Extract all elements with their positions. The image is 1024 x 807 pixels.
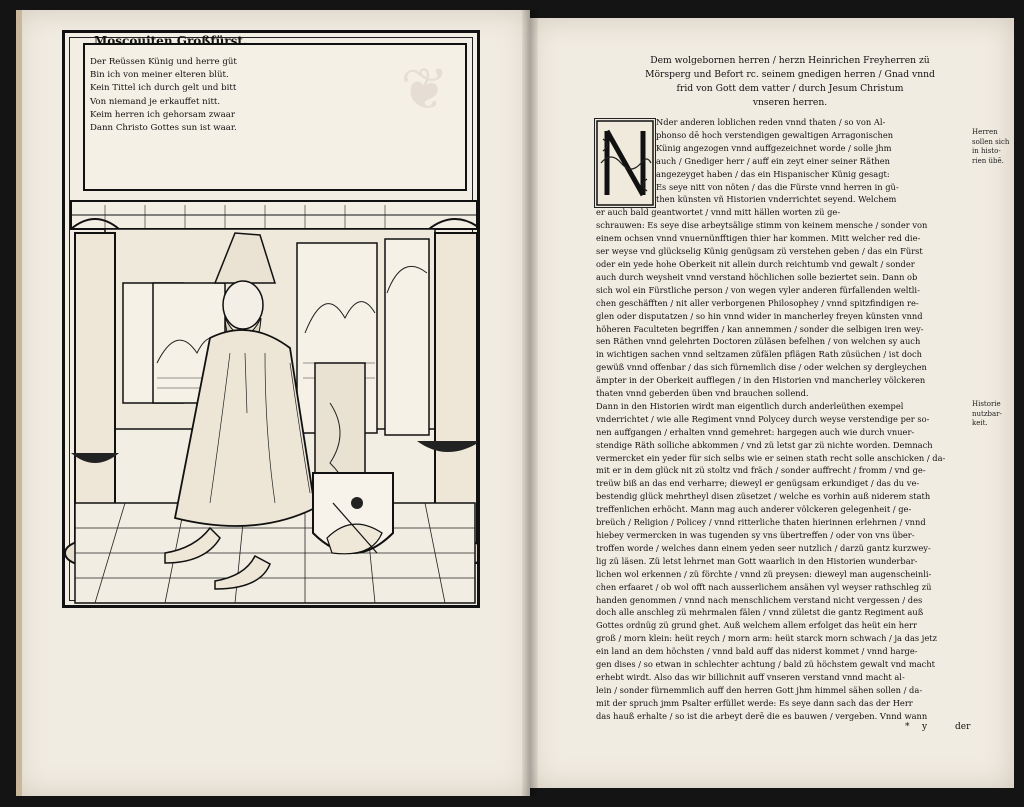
body-line: sich wol ein Fürstliche person / von wegen vyler anderen fürfallenden weltli- <box>596 284 920 295</box>
verse-line: Bin ich von meiner elteren blüt. <box>90 70 229 81</box>
body-line: handen genommen / vnnd nach menschlichem verstand nicht vergessen / des <box>596 594 923 605</box>
body-line: auch durch weysheit vnnd verstand höchlichen solle beziertet sein. Dann ob <box>596 271 918 282</box>
margin-note-line: in histo- <box>972 147 1001 156</box>
body-line: sen Räthen vnnd gelehrten Doctoren züläsen befelhen / von welchen sy auch <box>596 336 921 347</box>
signature-letter: y <box>922 722 928 732</box>
body-line: glen oder disputatzen / so hin vnnd wider in mancherley freyen künsten vnnd <box>596 310 923 321</box>
body-line: lichen wol erkennen / zü förchte / vnnd zü preysen: dieweyl man augenscheinli- <box>596 568 932 579</box>
header-line: vnseren herren. <box>752 97 828 108</box>
body-line: nen auffgangen / erhalten vnnd gemehret: hargegen auch wie durch vnuer- <box>596 426 915 437</box>
body-line: mit der spruch jmm Psalter erfüllet werde: Es seye dann sach das der Herr <box>596 697 913 708</box>
verse-line: Von niemand je erkauffet nitt. <box>90 96 221 107</box>
margin-note-line: sollen sich <box>972 137 1010 146</box>
body-line: einem ochsen vnnd vnuernünfftigen thier har kommen. Mitt welcher red die- <box>596 233 921 244</box>
margin-note-line: rien übē. <box>972 156 1004 165</box>
margin-note-history <box>972 400 1002 429</box>
body-line: phonso dē hoch verstendigen gewaltigen Arragonischen <box>656 129 894 140</box>
body-line: schrauwen: Es seye dise arbeytsälige stimm von keinem mensche / sonder von <box>596 220 928 231</box>
verse-line: Der Reüssen Künig und herre güt <box>90 57 237 67</box>
header-line: frid von Gott dem vatter / durch Jesum Christum <box>676 83 904 94</box>
body-line: gen dises / so etwan in schlechter achtung / bald zü höchstem gewalt vnd macht <box>596 659 936 670</box>
body-line: das hauß erhalte / so ist die arbeyt derē die es bauwen / vergeben. Vnnd wann <box>596 710 928 721</box>
dedication-header <box>600 54 980 110</box>
header-line: Dem wolgebornen herren / herzn Heinrichen Freyherren zü <box>650 55 930 66</box>
body-line: troffen worde / welches dann einem yeden seer nutzlich / darzü gantz kurzwey- <box>596 542 931 553</box>
body-line: ser weyse vnd glückselig Künig genügsam zü verstehen geben / das ein Fürst <box>596 246 923 257</box>
body-text <box>596 116 968 723</box>
body-line: bestendig glück mehrtheyl disen züsetzet / welche es vorhin auß niderem stath <box>596 491 931 502</box>
body-line: ämpter in der Oberkeit aufflegen / in den Historien vnd mancherley völckeren <box>596 375 926 386</box>
verse-line: Keim herren ich gehorsam zwaar <box>90 109 235 120</box>
body-line: doch alle anschleg zü mehrmalen fälen / vnnd zületst die gantz Regiment auß <box>596 607 924 618</box>
margin-note-line: Herren <box>972 128 998 136</box>
body-line: lein / sonder fürnemmlich auff den herren Gott jhm himmel sähen sollen / da- <box>596 684 923 695</box>
body-line: vnderrichtet / wie alle Regiment vnnd Polycey durch weyse verstendige per so- <box>596 413 930 424</box>
book-gutter <box>522 10 538 796</box>
page-edge <box>16 10 22 796</box>
body-line: höheren Faculteten begriffen / kan annemmen / sonder die selbigen iren wey- <box>596 323 924 334</box>
body-line: vermercket ein yeder für sich selbs wie er seinen stath recht solle anschicken / da- <box>596 452 946 463</box>
body-line: treffenlichen erhöcht. Mann mag auch anderer völckeren gelegenheit / ge- <box>596 504 912 515</box>
body-line: oder ein yede hohe Oberkeit nit allein durch reichtumb vnd gewalt / sonder <box>596 258 915 269</box>
body-line: mit er in dem glück nit zü stoltz vnd fräch / sonder auffrecht / fromm / vnd ge- <box>596 465 926 476</box>
body-line: thaten vnnd geberden üben vnd brauchen sollend. <box>596 388 809 399</box>
body-line: chen erfaaret / ob wol offt nach ausserlichem ansähen vyl weyser rathschleg zü <box>596 581 932 592</box>
body-line: Dann in den Historien wirdt man eigentlich durch anderleüthen exempel <box>596 400 904 411</box>
body-line: lig zü läsen. Zü letst lehrnet man Gott waarlich in den Historien wunderbar- <box>596 555 918 566</box>
body-line: erhebt wirdt. Also das wir billichnit auff vnseren verstand vnnd macht al- <box>596 671 905 682</box>
verse-title: Moscouiten Großfürst. <box>94 34 248 48</box>
body-line: Gottes ordnüg zü grund ghet. Auß welchem allem erfolget das heüt ein herr <box>596 620 917 631</box>
bleed-through-ornament: ❦ <box>400 55 455 123</box>
body-line: breüch / Religion / Policey / vnnd ritterliche thaten hierinnen erlehrnen / vnnd <box>596 517 926 528</box>
body-line: in wichtigen sachen vnnd seltzamen züfälen pflägen Rath züsüchen / ist doch <box>596 349 922 360</box>
body-line: angezeyget haben / das ein Hispanischer Künig gesagt: <box>656 168 890 179</box>
body-line: gewüß vnnd offenbar / das sich fürnemlich dise / oder welchen sy dergleychen <box>596 362 927 373</box>
margin-note-line: nutzbar- <box>972 409 1002 418</box>
body-line: Es seye nitt von nöten / das die Fürste vnnd herren in gü- <box>656 181 899 192</box>
body-line: treüw biß an das end verharre; dieweyl er genügsam erkundiget / das du ve- <box>596 478 920 489</box>
body-line: hiebey vermercken in was tugenden sy vns übertreffen / oder von vns über- <box>596 530 915 540</box>
body-line: groß / morn klein: heüt reych / morn arm: heüt starck morn schwach / ja das jetz <box>596 633 937 644</box>
margin-note-line: Historie <box>972 400 1001 408</box>
verse-line: Dann Christo Gottes sun ist waar. <box>90 123 237 134</box>
header-line: Mörsperg und Befort rc. seinem gnedigen herren / Gnad vnnd <box>645 69 935 80</box>
verse-text <box>90 56 390 135</box>
verse-line: Kein Tittel ich durch gelt und bitt <box>90 83 237 94</box>
body-line: Künig angezogen vnnd auffgezeichnet worde / solle jhm <box>656 142 892 153</box>
margin-note-rulers <box>972 128 1009 166</box>
body-line: ein land an dem höchsten / vnnd bald auff das niderst kommet / vnnd harge- <box>596 646 918 657</box>
margin-note-line: keit. <box>972 419 988 428</box>
signature-mark: * <box>905 722 910 732</box>
body-line: chen geschäfften / nit aller verborgenen Philosophey / vnnd spitzfindigen re- <box>596 297 919 308</box>
catchword: der <box>955 722 971 732</box>
body-line: then künsten vñ Historien vnderrichtet seyend. Welchem <box>656 194 897 205</box>
body-line: auch / Gnediger herr / auff ein zeyt einer seiner Räthen <box>656 155 890 166</box>
body-line: stendige Räth solliche abkommen / vnd zü letst gar zü nichte worden. Demnach <box>596 439 933 450</box>
body-line: er auch bald geantwortet / vnnd mitt hällen worten zü ge- <box>596 207 841 218</box>
body-line: Nder anderen loblichen reden vnnd thaten / so von Al- <box>656 117 886 127</box>
